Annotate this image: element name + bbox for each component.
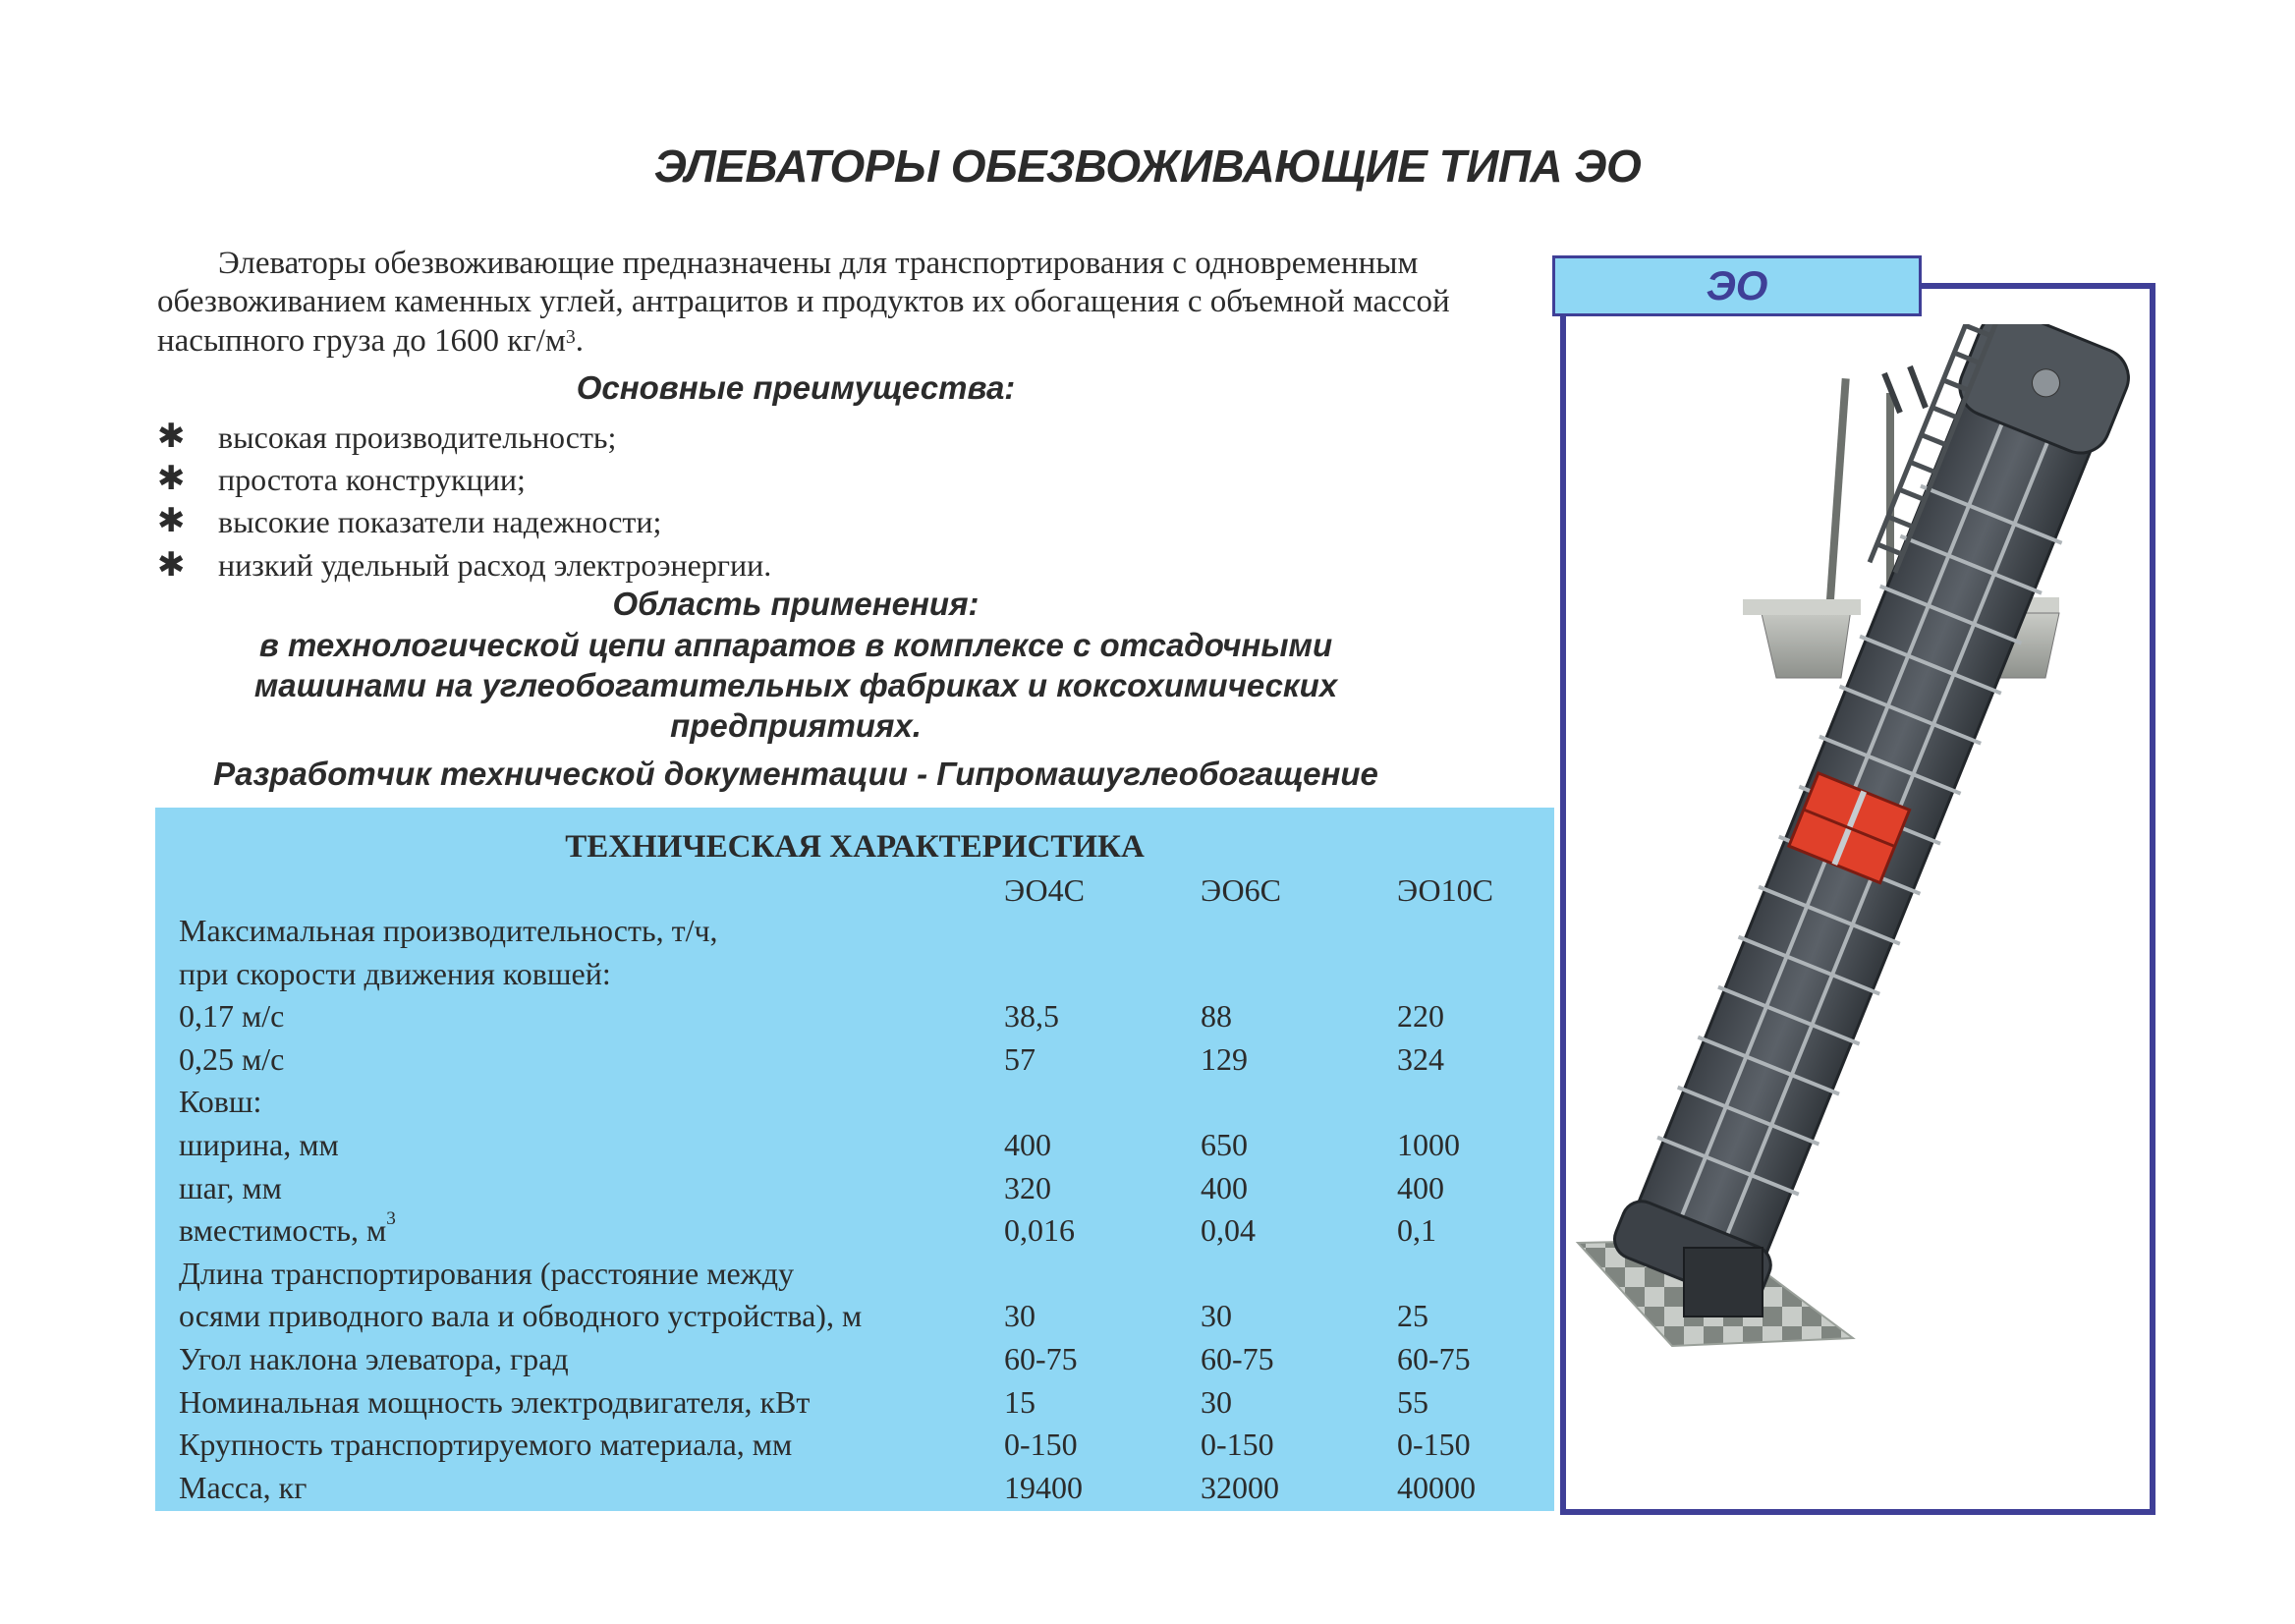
intro-line-3-sup: 3 xyxy=(565,326,576,348)
spec-cell: 1000 xyxy=(1397,1127,1460,1162)
spec-title: ТЕХНИЧЕСКАЯ ХАРАКТЕРИСТИКА xyxy=(565,829,1145,865)
spec-row-label xyxy=(179,1041,284,1078)
advantage-item: высокая производительность; xyxy=(218,420,617,455)
model-header: ЭО10С xyxy=(1397,872,1493,908)
intro-line-3 xyxy=(157,321,584,361)
spec-row-label-sup: 3 xyxy=(386,1208,396,1229)
intro-line-2: обезвоживанием каменных углей, антрацитов и продуктов их обогащения с объемной массой xyxy=(157,284,1450,319)
spec-cell: 400 xyxy=(1004,1127,1051,1162)
intro-line-3-end: . xyxy=(575,323,584,359)
spec-cell: 60-75 xyxy=(1004,1341,1078,1376)
spec-row-label xyxy=(179,1170,282,1206)
spec-cell: 129 xyxy=(1201,1041,1248,1077)
base-pedestal xyxy=(1684,1248,1763,1316)
intro-line-3-main: насыпного груза до 1600 кг/м xyxy=(157,323,566,359)
spec-cell: 320 xyxy=(1004,1170,1051,1205)
application-line: в технологической цепи аппаратов в комплексе с отсадочными xyxy=(258,627,1333,663)
spec-cell: 57 xyxy=(1004,1041,1036,1077)
spec-cell: 400 xyxy=(1201,1170,1248,1205)
model-header: ЭО4С xyxy=(1004,872,1085,908)
spec-cell: 15 xyxy=(1004,1384,1036,1420)
spec-row-label xyxy=(179,956,611,992)
spec-row-label xyxy=(179,1427,792,1463)
spec-cell: 19400 xyxy=(1004,1470,1083,1505)
asterisk-icon: ✱ xyxy=(157,417,186,456)
spec-row-label xyxy=(179,1384,810,1421)
spec-row-label xyxy=(179,1341,569,1377)
platform-left xyxy=(1761,609,1851,678)
spec-row-label-text: Крупность транспортируемого материала, мм xyxy=(179,1427,793,1462)
application-line: машинами на углеобогатительных фабриках и коксохимических xyxy=(253,667,1338,703)
advantages-heading: Основные преимущества: xyxy=(576,369,1016,406)
spec-row-label-text: ширина, мм xyxy=(179,1127,339,1162)
spec-cell: 55 xyxy=(1397,1384,1428,1420)
model-header: ЭО6С xyxy=(1201,872,1281,908)
spec-cell: 25 xyxy=(1397,1298,1428,1333)
spec-cell: 650 xyxy=(1201,1127,1248,1162)
spec-row-label-text: Угол наклона элеватора, град xyxy=(179,1341,569,1376)
spec-row-label-text: 0,17 м/с xyxy=(179,998,285,1034)
spec-row-label xyxy=(179,1084,261,1120)
intro-line-1: Элеваторы обезвоживающие предназначены для транспортирования с одновременным xyxy=(218,246,1419,281)
spec-cell: 38,5 xyxy=(1004,998,1059,1034)
figure-label: ЭО xyxy=(1706,262,1768,308)
spec-cell: 32000 xyxy=(1201,1470,1279,1505)
spec-cell: 30 xyxy=(1201,1384,1232,1420)
elevator-body xyxy=(1608,324,2137,1309)
spec-cell: 0,04 xyxy=(1201,1212,1256,1248)
spec-cell: 0,016 xyxy=(1004,1212,1075,1248)
spec-row-label-text: осями приводного вала и обводного устройства), м xyxy=(179,1298,863,1333)
spec-row-label-text: 0,25 м/с xyxy=(179,1041,285,1077)
spec-row-label-text: Максимальная производительность, т/ч, xyxy=(179,913,718,948)
figure-label-box xyxy=(1552,255,1922,316)
spec-cell: 0-150 xyxy=(1201,1427,1274,1462)
spec-row-label-text: Масса, кг xyxy=(179,1470,308,1505)
page-title: ЭЛЕВАТОРЫ ОБЕЗВОЖИВАЮЩИЕ ТИПА ЭО xyxy=(653,140,1642,192)
spec-cell: 30 xyxy=(1201,1298,1232,1333)
developer-line: Разработчик технической документации - Гипромашуглеобогащение xyxy=(213,756,1378,792)
asterisk-icon: ✱ xyxy=(157,459,186,498)
spec-row-label-text: Длина транспортирования (расстояние между xyxy=(179,1256,795,1291)
spec-cell: 60-75 xyxy=(1397,1341,1471,1376)
advantage-item: высокие показатели надежности; xyxy=(218,504,662,539)
spec-cell: 220 xyxy=(1397,998,1444,1034)
spec-table xyxy=(155,808,1554,1511)
spec-cell: 40000 xyxy=(1397,1470,1476,1505)
spec-row-label xyxy=(179,1298,862,1334)
spec-row-label xyxy=(179,1127,339,1163)
application-line: предприятиях. xyxy=(670,707,922,744)
spec-row-label-text: Номинальная мощность электродвигателя, кВт xyxy=(179,1384,811,1420)
spec-row-label xyxy=(179,1470,307,1506)
spec-row-label-text: при скорости движения ковшей: xyxy=(179,956,611,991)
spec-row-label xyxy=(179,1208,396,1249)
spec-row-label-text: вместимость, м xyxy=(179,1212,387,1248)
spec-cell: 0-150 xyxy=(1397,1427,1471,1462)
spec-cell: 0-150 xyxy=(1004,1427,1078,1462)
spec-row-label xyxy=(179,998,284,1035)
spec-cell: 60-75 xyxy=(1201,1341,1274,1376)
spec-cell: 0,1 xyxy=(1397,1212,1436,1248)
application-heading: Область применения: xyxy=(612,586,980,622)
spec-cell: 324 xyxy=(1397,1041,1444,1077)
spec-cell: 88 xyxy=(1201,998,1232,1034)
asterisk-icon: ✱ xyxy=(157,501,186,540)
asterisk-icon: ✱ xyxy=(157,545,186,585)
elevator-illustration xyxy=(1566,324,2150,1503)
spec-row-label xyxy=(179,1256,794,1292)
spec-row-label-text: шаг, мм xyxy=(179,1170,282,1205)
spec-cell: 30 xyxy=(1004,1298,1036,1333)
advantage-item: низкий удельный расход электроэнергии. xyxy=(218,547,772,583)
advantage-item: простота конструкции; xyxy=(218,462,526,497)
spec-row-label xyxy=(179,913,718,949)
spec-cell: 400 xyxy=(1397,1170,1444,1205)
spec-row-label-text: Ковш: xyxy=(179,1084,262,1119)
